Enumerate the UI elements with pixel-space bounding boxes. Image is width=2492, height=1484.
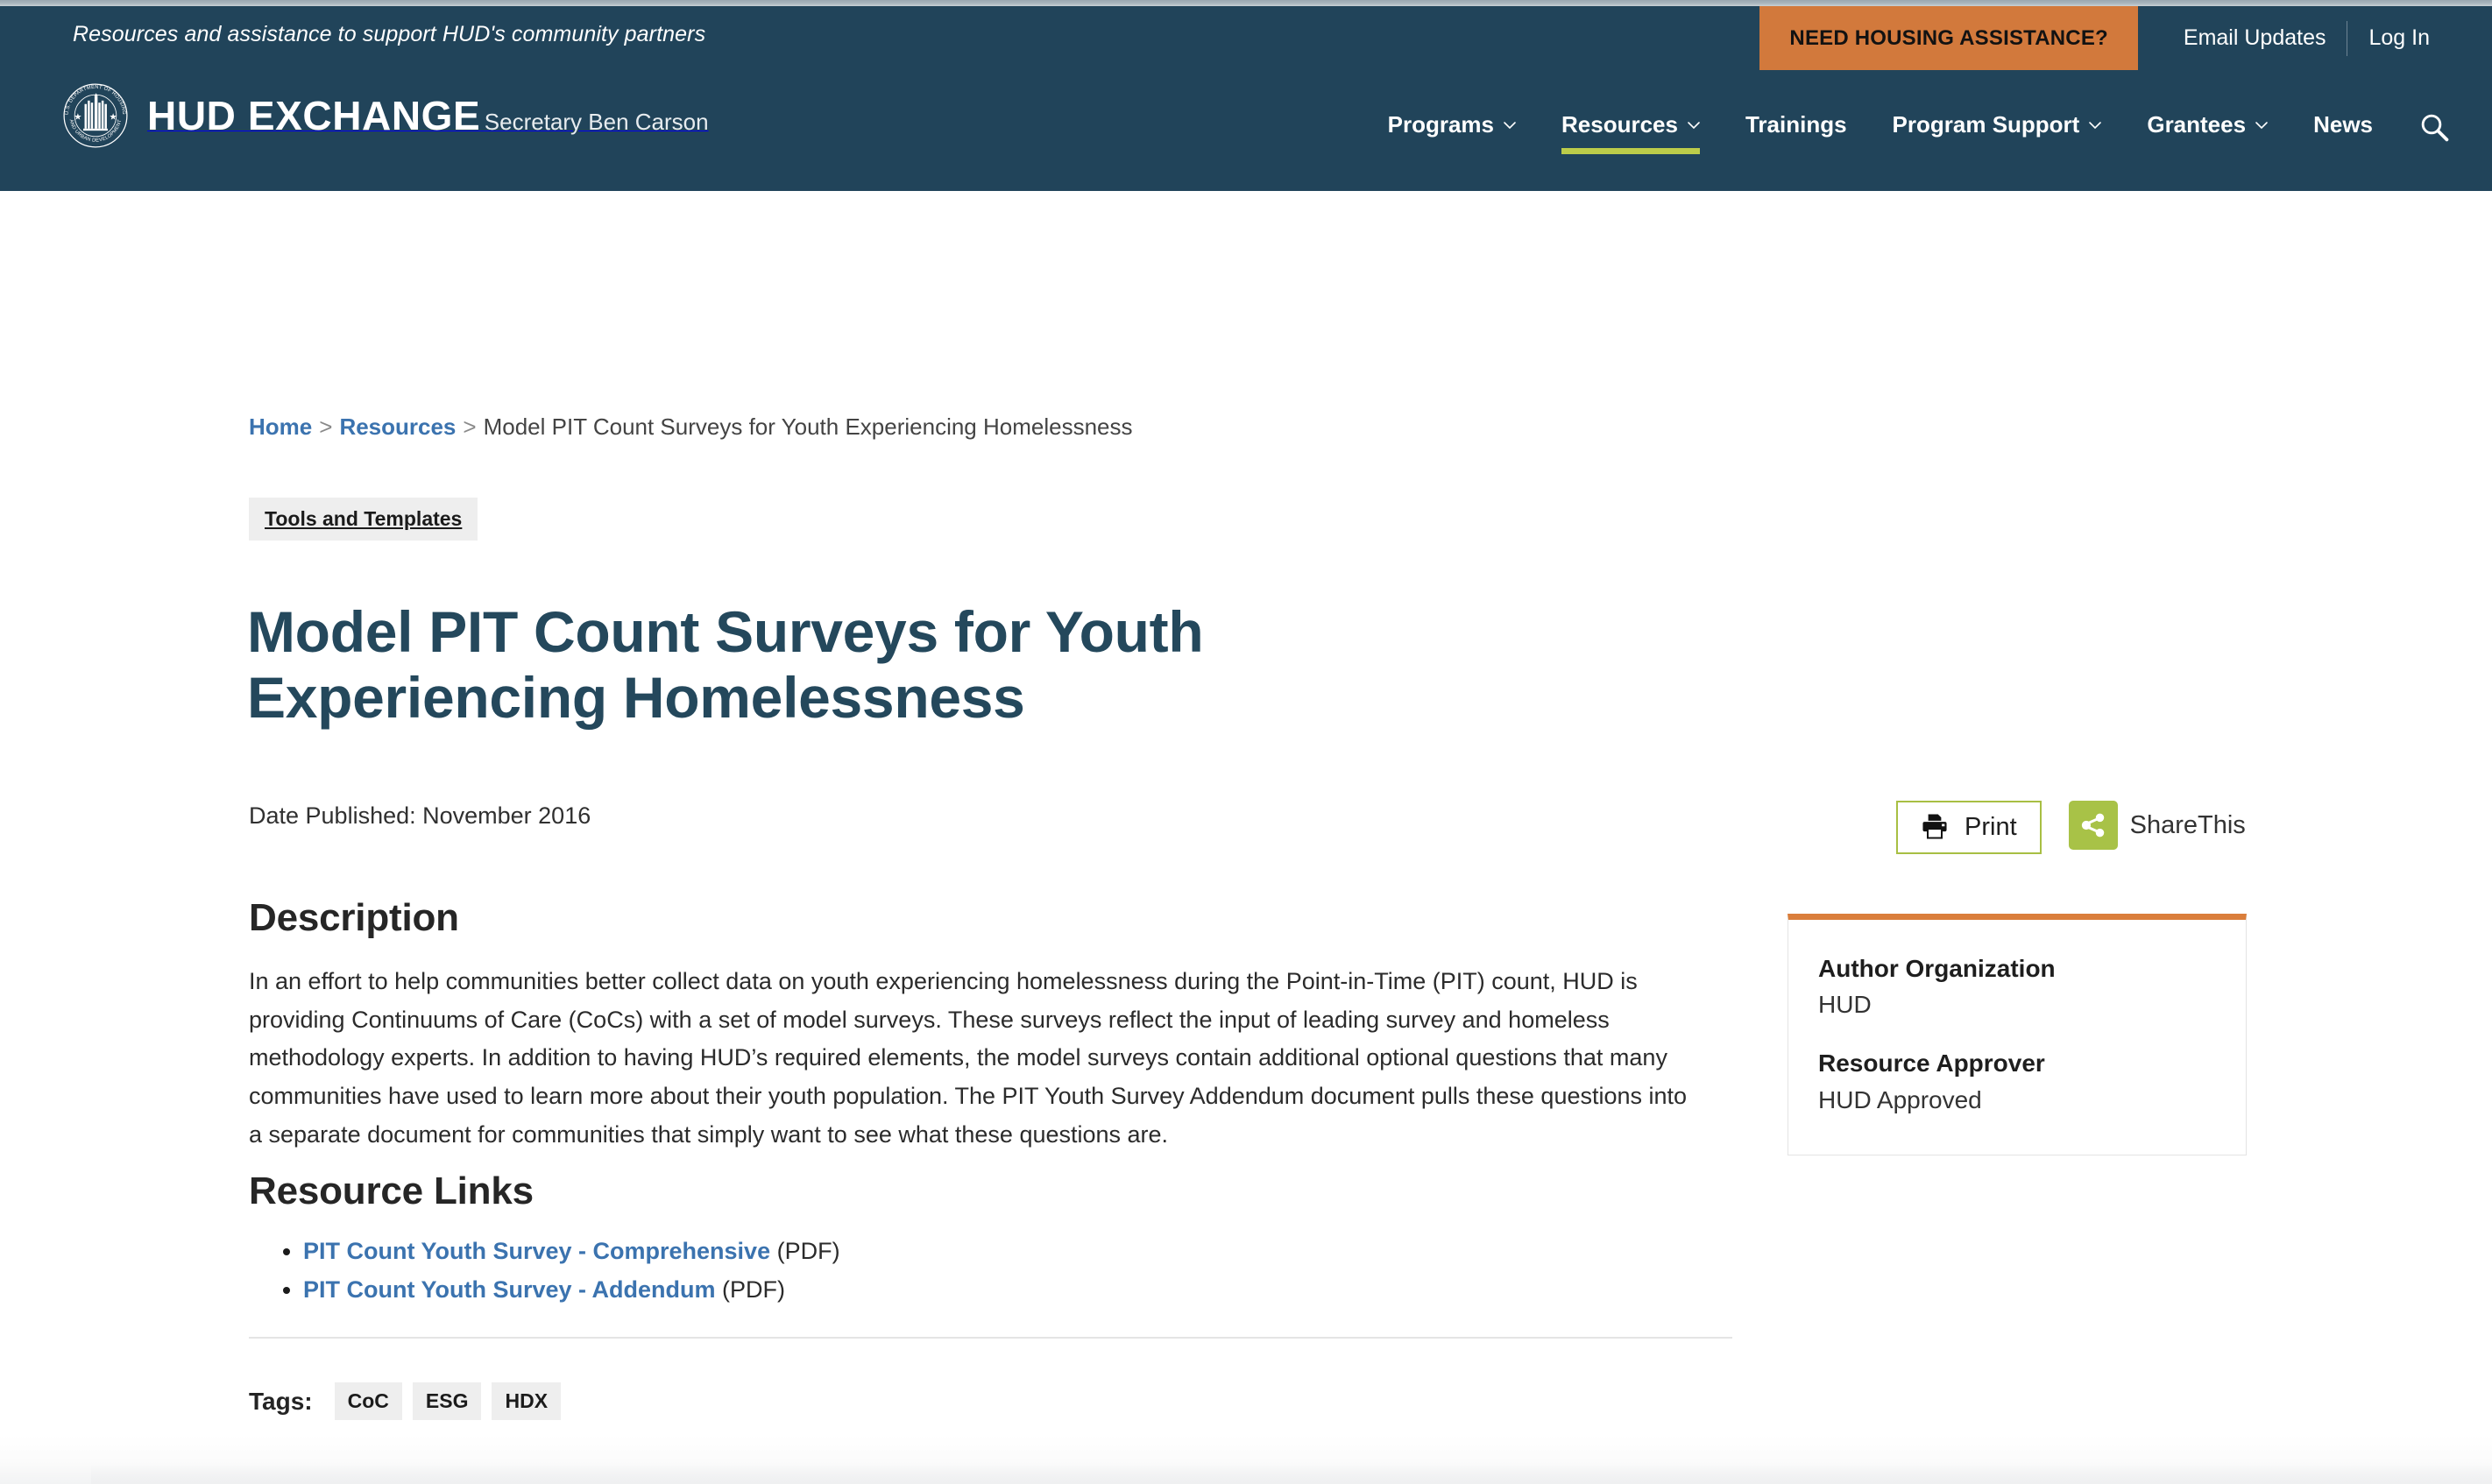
list-item	[303, 1271, 1695, 1310]
resource-links-list	[249, 1233, 1695, 1309]
main-navigation	[1365, 111, 2460, 161]
chevron-down-icon	[1504, 122, 1516, 129]
info-group-author-organization	[1818, 953, 2216, 1021]
resource-link-comprehensive[interactable]: PIT Count Youth Survey - Comprehensive	[303, 1238, 771, 1264]
breadcrumb-current: Model PIT Count Surveys for Youth Experiencing Homelessness	[483, 413, 1133, 440]
tags-row	[249, 1382, 571, 1420]
site-header	[0, 6, 2492, 191]
description-heading: Description	[249, 896, 459, 939]
description-section	[249, 896, 1695, 1155]
nav-item-grantees[interactable]	[2124, 111, 2290, 154]
nav-item-program-support[interactable]	[1870, 111, 2125, 154]
share-actions	[1896, 801, 2246, 854]
author-organization-label: Author Organization	[1818, 955, 2056, 982]
chevron-down-icon	[2089, 122, 2101, 129]
search-button[interactable]	[2396, 111, 2460, 161]
sharethis-label: ShareThis	[2129, 811, 2246, 839]
resource-link-format: (PDF)	[722, 1276, 785, 1303]
tags-label: Tags:	[249, 1387, 313, 1415]
nav-item-trainings[interactable]	[1723, 111, 1870, 154]
page-title: Model PIT Count Surveys for Youth Experiencing Homelessness	[247, 599, 1204, 731]
breadcrumb-separator: >	[319, 413, 333, 440]
page-bottom-fade	[0, 1435, 2492, 1484]
resource-links-section	[249, 1170, 1695, 1309]
nav-item-news[interactable]	[2290, 111, 2396, 154]
nav-item-programs[interactable]	[1365, 111, 1539, 154]
print-button-label: Print	[1965, 813, 2017, 841]
logo-subtitle: Secretary Ben Carson	[484, 108, 709, 135]
nav-label-trainings: Trainings	[1745, 111, 1847, 138]
resource-approver-label: Resource Approver	[1818, 1049, 2045, 1078]
share-icon	[2069, 801, 2118, 850]
date-published: Date Published: November 2016	[249, 802, 591, 829]
resource-type-badge[interactable]: Tools and Templates	[249, 498, 478, 541]
log-in-link[interactable]: Log In	[2368, 25, 2430, 50]
resource-link-format: (PDF)	[776, 1238, 840, 1264]
list-item	[303, 1233, 1695, 1271]
search-icon	[2418, 111, 2450, 145]
breadcrumb-resources[interactable]: Resources	[339, 413, 457, 440]
description-body: In an effort to help communities better collect data on youth experiencing homelessness during the Point-in-Time (PIT) count, HUD is providing Continuums of Care (CoCs) with a set of model surveys. These surveys reflect the input of leading survey and homeless methodology experts. In addition to having HUD’s required elements, the model surveys contain additional optional questions that many communities have used to learn more about their youth population. The PIT Youth Survey Addendum document pulls these questions into a separate document for communities that simply want to see what these questions are.	[249, 968, 1688, 1148]
utility-nav	[1759, 6, 2451, 71]
nav-label-news: News	[2313, 111, 2373, 138]
email-updates-link[interactable]: Email Updates	[2183, 25, 2326, 50]
browser-chrome-strip	[0, 0, 2492, 6]
hud-seal-icon	[61, 81, 130, 150]
content-divider	[249, 1337, 1732, 1339]
tag-esg[interactable]: ESG	[413, 1382, 482, 1420]
resource-info-card	[1788, 914, 2247, 1155]
print-button[interactable]	[1896, 801, 2042, 854]
tag-hdx[interactable]: HDX	[492, 1382, 561, 1420]
logo-title: HUD EXCHANGE	[147, 92, 481, 138]
nav-label-grantees: Grantees	[2147, 111, 2247, 138]
nav-item-resources[interactable]	[1539, 111, 1723, 154]
sharethis-button[interactable]	[2069, 801, 2246, 850]
nav-label-resources: Resources	[1561, 111, 1678, 138]
tag-coc[interactable]: CoC	[335, 1382, 402, 1420]
svg-text:AND URBAN DEVELOPMENT: AND URBAN DEVELOPMENT	[67, 118, 124, 144]
resource-links-heading: Resource Links	[249, 1170, 534, 1212]
svg-text:U.S. DEPARTMENT OF HOUSING: U.S. DEPARTMENT OF HOUSING	[64, 84, 127, 116]
chevron-down-icon	[1688, 122, 1700, 129]
hud-exchange-logo[interactable]	[61, 81, 709, 150]
author-organization-value: HUD	[1818, 991, 1872, 1019]
breadcrumb-separator: >	[463, 413, 477, 440]
nav-label-programs: Programs	[1387, 111, 1494, 138]
chevron-down-icon	[2255, 122, 2268, 129]
printer-icon	[1921, 813, 1949, 842]
breadcrumb	[249, 413, 1133, 441]
resource-link-addendum[interactable]: PIT Count Youth Survey - Addendum	[303, 1276, 716, 1303]
need-housing-assistance-button[interactable]: NEED HOUSING ASSISTANCE?	[1759, 6, 2138, 70]
resource-approver-value: HUD Approved	[1818, 1085, 1982, 1113]
logo-text	[147, 92, 709, 138]
breadcrumb-home[interactable]: Home	[249, 413, 313, 440]
utility-links	[2138, 6, 2451, 70]
nav-label-program-support: Program Support	[1892, 111, 2080, 138]
info-group-resource-approver	[1818, 1048, 2216, 1116]
site-tagline: Resources and assistance to support HUD's community partners	[73, 22, 706, 46]
